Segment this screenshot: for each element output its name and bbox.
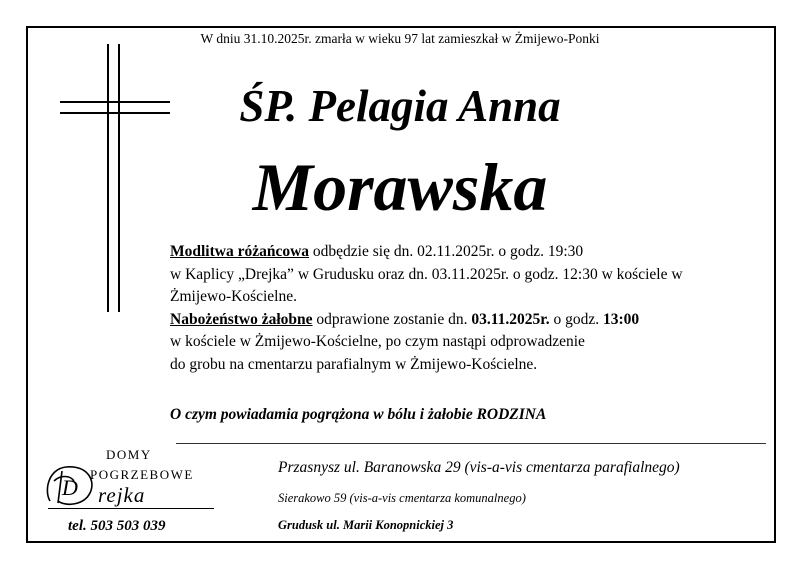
closing-line: O czym powiadamia pogrążona w bólu i żałobie RODZINA xyxy=(170,406,547,423)
address-przasnysz: Przasnysz ul. Baranowska 29 (vis-a-vis cmentarza parafialnego) xyxy=(278,459,680,476)
rosary-line-3: Żmijewo-Kościelne. xyxy=(170,288,297,305)
funeral-label: Nabożeństwo żałobne xyxy=(170,310,313,328)
announcement-body xyxy=(170,241,760,376)
funeral-date: 03.11.2025r. xyxy=(471,310,550,328)
death-notice-header: W dniu 31.10.2025r. zmarła w wieku 97 lat zamieszkał w Żmijewo-Ponki xyxy=(200,31,600,46)
logo-line-drejka: rejka xyxy=(98,483,146,507)
rosary-line-1: Modlitwa różańcowa odbędzie się dn. 02.11.2025r. o godz. 19:30 xyxy=(170,243,584,260)
logo-line-pogrzebowe: POGRZEBOWE xyxy=(90,467,194,482)
logo-monogram-icon xyxy=(40,461,100,511)
address-sierakowo: Sierakowo 59 (vis-a-vis cmentarza komunalnego) xyxy=(278,491,526,505)
funeral-line-1: Nabożeństwo żałobne odprawione zostanie dn. 03.11.2025r. o godz. 13:00 xyxy=(170,310,640,328)
rosary-label: Modlitwa różańcowa xyxy=(170,243,310,260)
svg-text:D: D xyxy=(62,475,78,500)
company-phone: tel. 503 503 039 xyxy=(68,518,166,534)
funeral-line-2: w kościele w Żmijewo-Kościelne, po czym nastąpi odprowadzenie xyxy=(170,333,585,350)
company-logo xyxy=(40,447,218,515)
address-grudusk: Grudusk ul. Marii Konopnickiej 3 xyxy=(278,518,454,532)
logo-underline xyxy=(48,508,214,509)
deceased-first-name: ŚP. Pelagia Anna xyxy=(239,81,561,131)
deceased-last-name: Morawska xyxy=(252,149,548,225)
rosary-line-2: w Kaplicy „Drejka” w Grudusku oraz dn. 03.11.2025r. o godz. 12:30 w kościele w xyxy=(170,265,683,283)
divider xyxy=(176,443,766,444)
funeral-line-3: do grobu na cmentarzu parafialnym w Żmijewo-Kościelne. xyxy=(170,355,538,373)
logo-line-domy: DOMY xyxy=(106,447,152,462)
funeral-time: 13:00 xyxy=(602,310,640,328)
